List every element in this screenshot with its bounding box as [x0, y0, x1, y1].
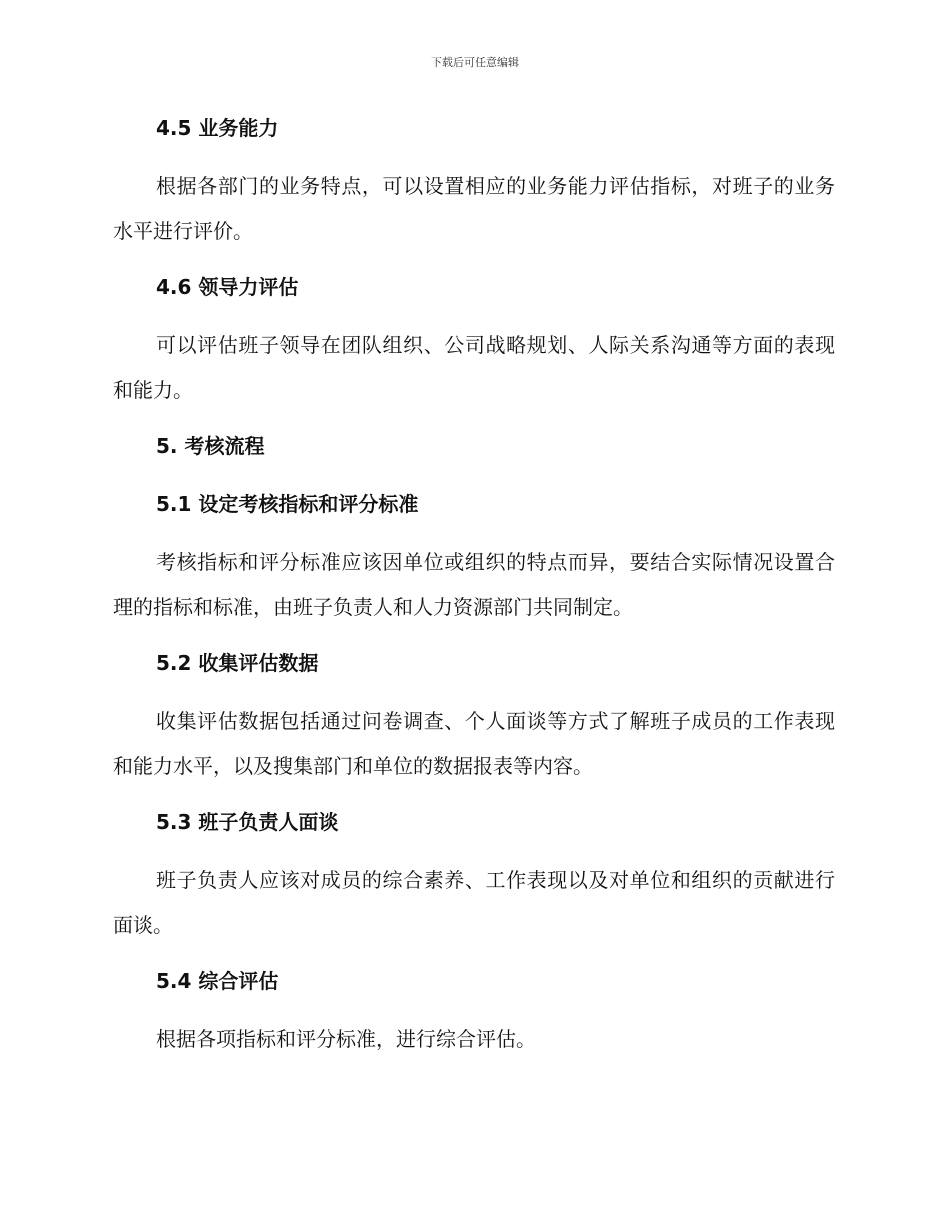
section-paragraph-4-5: 根据各部门的业务特点，可以设置相应的业务能力评估指标，对班子的业务水平进行评价。 — [113, 174, 835, 243]
document-body — [113, 108, 835, 1062]
section-paragraph-5-4: 根据各项指标和评分标准，进行综合评估。 — [156, 1027, 536, 1051]
section-heading-4-6: 4.6 领导力评估 — [156, 275, 299, 299]
page-header-note: 下载后可任意编辑 — [431, 56, 519, 69]
section-heading-5-3: 5.3 班子负责人面谈 — [156, 810, 339, 834]
section-heading-5-1: 5.1 设定考核指标和评分标准 — [156, 492, 419, 516]
section-paragraph-4-6: 可以评估班子领导在团队组织、公司战略规划、人际关系沟通等方面的表现和能力。 — [113, 333, 835, 402]
section-heading-5-4: 5.4 综合评估 — [156, 969, 279, 993]
section-heading-5-2: 5.2 收集评估数据 — [156, 651, 319, 675]
section-paragraph-5-2: 收集评估数据包括通过问卷调查、个人面谈等方式了解班子成员的工作表现和能力水平，以及搜集部门和单位的数据报表等内容。 — [113, 709, 835, 778]
section-paragraph-5-1: 考核指标和评分标准应该因单位或组织的特点而异，要结合实际情况设置合理的指标和标准，由班子负责人和人力资源部门共同制定。 — [113, 550, 835, 619]
section-heading-4-5: 4.5 业务能力 — [156, 116, 279, 140]
section-paragraph-5-3: 班子负责人应该对成员的综合素养、工作表现以及对单位和组织的贡献进行面谈。 — [113, 868, 835, 937]
section-heading-5: 5. 考核流程 — [156, 434, 265, 458]
